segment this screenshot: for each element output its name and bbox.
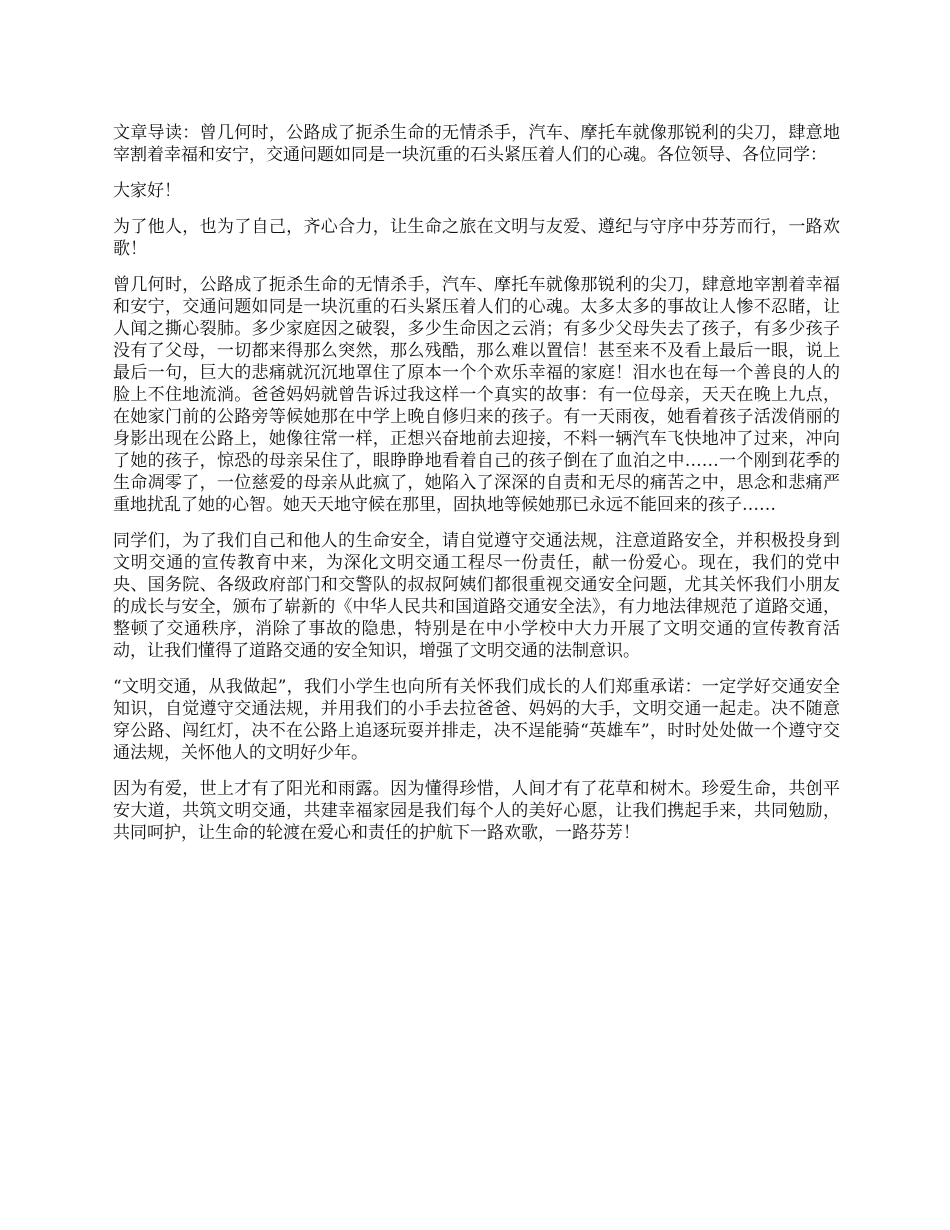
greeting-paragraph: 大家好！	[113, 181, 181, 201]
document-body	[113, 122, 840, 858]
closing-paragraph: 因为有爱，世上才有了阳光和雨露。因为懂得珍惜，人间才有了花草和树木。珍爱生命，共创平安大道，共筑文明交通，共建幸福家园是我们每个人的美好心愿，让我们携起手来，共同勉励，共同呵护，让生命的轮渡在爱心和责任的护航下一路欢歌，一路芬芳！	[113, 779, 840, 843]
theme-paragraph: 为了他人，也为了自己，齐心合力，让生命之旅在文明与友爱、遵纪与守序中芬芳而行，一路欢歌！	[113, 217, 840, 259]
call-to-action-paragraph: 同学们，为了我们自己和他人的生命安全，请自觉遵守交通法规，注意道路安全，并积极投身到文明交通的宣传教育中来，为深化文明交通工程尽一份责任，献一份爱心。现在，我们的党中央、国务院、各级政府部门和交警队的叔叔阿姨们都很重视交通安全问题，尤其关怀我们小朋友的成长与安全，颁布了崭新的《中华人民共和国道路交通安全法》，有力地法律规范了道路交通，整顿了交通秩序，消除了事故的隐患，特别是在中小学校中大力开展了文明交通的宣传教育活动，让我们懂得了道路交通的安全知识，增强了文明交通的法制意识。	[113, 531, 840, 661]
intro-paragraph: 文章导读：曾几何时，公路成了扼杀生命的无情杀手，汽车、摩托车就像那锐利的尖刀，肆意地宰割着幸福和安宁，交通问题如同是一块沉重的石头紧压着人们的心魂。各位领导、各位同学：	[113, 123, 840, 165]
pledge-paragraph: “文明交通，从我做起”，我们小学生也向所有关怀我们成长的人们郑重承诺：一定学好交通安全知识，自觉遵守交通法规，并用我们的小手去拉爸爸、妈妈的大手，文明交通一起走。决不随意穿公路、闯红灯，决不在公路上追逐玩耍并排走，决不逞能骑“英雄车”，时时处处做一个遵守交通法规，关怀他人的文明好少年。	[113, 677, 840, 763]
story-paragraph: 曾几何时，公路成了扼杀生命的无情杀手，汽车、摩托车就像那锐利的尖刀，肆意地宰割着幸福和安宁，交通问题如同是一块沉重的石头紧压着人们的心魂。太多太多的事故让人惨不忍睹，让人闻之撕心裂肺。多少家庭因之破裂，多少生命因之云消；有多少父母失去了孩子，有多少孩子没有了父母，一切都来得那么突然，那么残酷，那么难以置信！甚至来不及看上最后一眼，说上最后一句，巨大的悲痛就沉沉地罩住了原本一个个欢乐幸福的家庭！泪水也在每一个善良的人的脸上不住地流淌。爸爸妈妈就曾告诉过我这样一个真实的故事：有一位母亲，天天在晚上九点，在她家门前的公路旁等候她那在中学上晚自修归来的孩子。有一天雨夜，她看着孩子活泼俏丽的身影出现在公路上，她像往常一样，正想兴奋地前去迎接，不料一辆汽车飞快地冲了过来，冲向了她的孩子，惊恐的母亲呆住了，眼睁睁地看着自己的孩子倒在了血泊之中……一个刚到花季的生命凋零了，一位慈爱的母亲从此疯了，她陷入了深深的自责和无尽的痛苦之中，思念和悲痛严重地扰乱了她的心智。她天天地守候在那里，固执地等候她那已永远不能回来的孩子……	[113, 275, 840, 515]
